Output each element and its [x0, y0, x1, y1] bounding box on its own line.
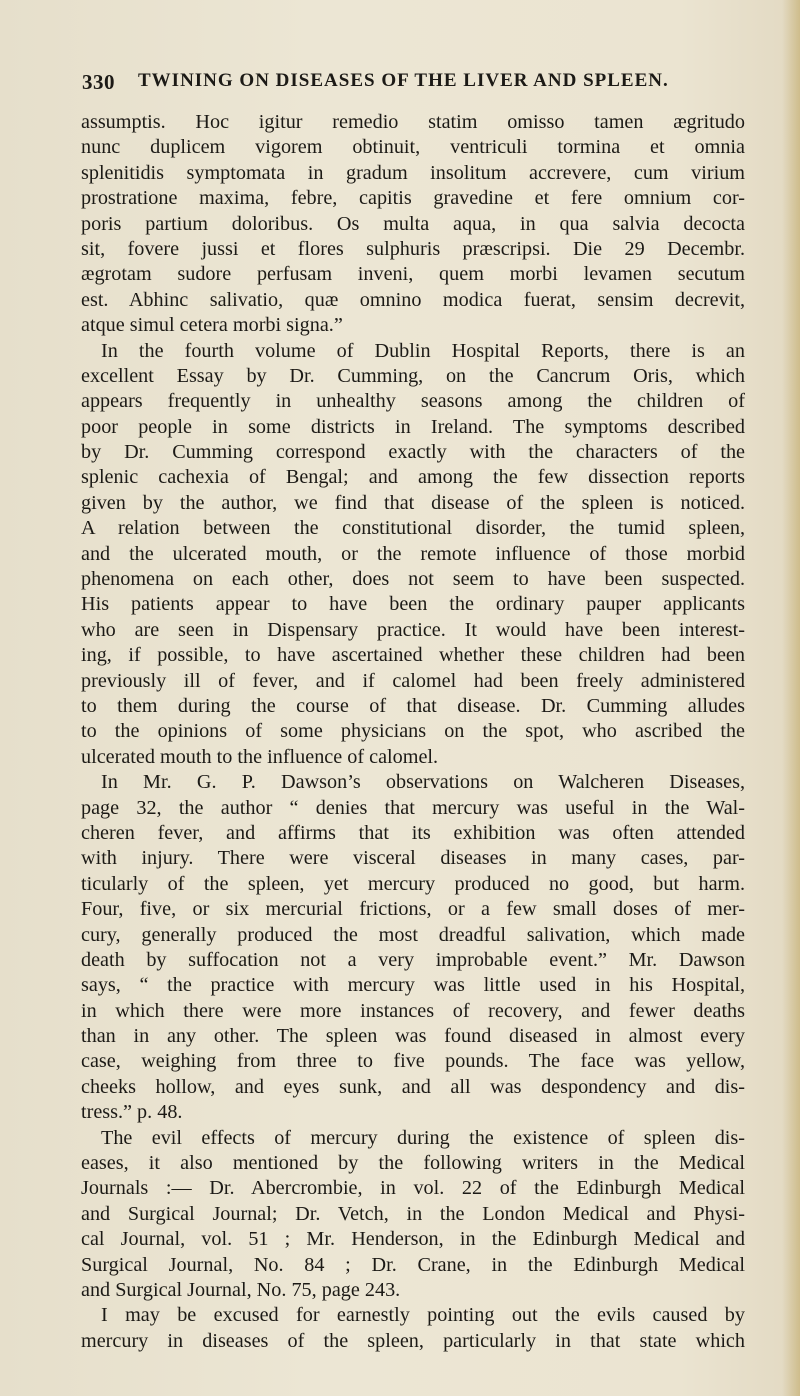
page-number: 330 [82, 70, 115, 94]
text-line: His patients appear to have been the ordinary pauper applicants [81, 593, 745, 616]
text-line: by Dr. Cumming correspond exactly with the characters of the [81, 441, 745, 464]
text-line: case, weighing from three to five pounds. The face was yellow, [81, 1050, 745, 1073]
page-header [82, 70, 742, 110]
page-edge-shadow [782, 0, 800, 1396]
text-line: previously ill of fever, and if calomel had been freely administered [81, 669, 745, 692]
text-line: death by suffocation not a very improbable event.” Mr. Dawson [81, 948, 745, 971]
text-line: assumptis. Hoc igitur remedio statim omisso tamen ægritudo [81, 111, 745, 133]
text-line: The evil effects of mercury during the existence of spleen dis- [101, 1126, 745, 1149]
text-line: who are seen in Dispensary practice. It would have been interest- [81, 618, 745, 641]
text-line: and Surgical Journal; Dr. Vetch, in the London Medical and Physi- [81, 1202, 745, 1225]
text-line: atque simul cetera morbi signa.” [81, 314, 343, 337]
text-line: cury, generally produced the most dreadful salivation, which made [81, 923, 745, 946]
text-line: est. Abhinc salivatio, quæ omnino modica fuerat, sensim decrevit, [81, 288, 745, 311]
text-line: phenomena on each other, does not seem to have been suspected. [81, 568, 745, 591]
text-line: to the opinions of some physicians on the spot, who ascribed the [81, 720, 745, 743]
text-line: with injury. There were visceral diseases in many cases, par- [81, 847, 745, 870]
text-line: page 32, the author “ denies that mercury was useful in the Wal- [81, 796, 745, 819]
text-line: prostratione maxima, febre, capitis gravedine et fere omnium cor- [81, 187, 745, 210]
text-line: In Mr. G. P. Dawson’s observations on Walcheren Diseases, [101, 771, 745, 794]
text-line: appears frequently in unhealthy seasons among the children of [81, 390, 745, 413]
text-line: In the fourth volume of Dublin Hospital Reports, there is an [101, 339, 745, 362]
text-line: mercury in diseases of the spleen, particularly in that state which [81, 1329, 745, 1352]
text-line: ticularly of the spleen, yet mercury produced no good, but harm. [81, 872, 745, 895]
text-line: ægrotam sudore perfusam inveni, quem morbi levamen secutum [81, 263, 745, 286]
text-line: in which there were more instances of recovery, and fewer deaths [81, 999, 745, 1022]
text-line: Four, five, or six mercurial frictions, or a few small doses of mer- [81, 898, 745, 921]
running-head: TWINING ON DISEASES OF THE LIVER AND SPLEEN. [138, 70, 669, 91]
text-line: Journals :— Dr. Abercrombie, in vol. 22 of the Edinburgh Medical [81, 1177, 745, 1200]
text-line: nunc duplicem vigorem obtinuit, ventriculi tormina et omnia [81, 136, 745, 159]
text-line: poor people in some districts in Ireland. The symptoms described [81, 415, 745, 438]
text-line: ulcerated mouth to the influence of calomel. [81, 745, 439, 768]
text-line: eases, it also mentioned by the following writers in the Medical [81, 1152, 745, 1175]
text-line: I may be excused for earnestly pointing out the evils caused by [101, 1304, 745, 1327]
text-line: splenitidis symptomata in gradum insolitum accrevere, cum virium [81, 161, 745, 184]
text-line: to them during the course of that disease. Dr. Cumming alludes [81, 694, 745, 717]
text-line: says, “ the practice with mercury was little used in his Hospital, [81, 974, 745, 997]
text-line: tress.” p. 48. [81, 1101, 183, 1124]
text-line: excellent Essay by Dr. Cumming, on the Cancrum Oris, which [81, 364, 745, 387]
text-line: and Surgical Journal, No. 75, page 243. [81, 1278, 401, 1301]
body-text [81, 110, 745, 1354]
text-line: cheeks hollow, and eyes sunk, and all was despondency and dis- [81, 1075, 745, 1098]
text-line: cheren fever, and affirms that its exhibition was often attended [81, 821, 745, 844]
text-line: and the ulcerated mouth, or the remote influence of those morbid [81, 542, 745, 565]
text-line: A relation between the constitutional disorder, the tumid spleen, [81, 517, 745, 540]
text-line: cal Journal, vol. 51 ; Mr. Henderson, in the Edinburgh Medical and [81, 1228, 745, 1251]
text-line: splenic cachexia of Bengal; and among the few dissection reports [81, 466, 745, 489]
text-line: sit, fovere jussi et flores sulphuris præscripsi. Die 29 Decembr. [81, 237, 745, 260]
text-line: given by the author, we find that disease of the spleen is noticed. [81, 491, 745, 514]
text-line: ing, if possible, to have ascertained whether these children had been [81, 644, 745, 667]
text-line: Surgical Journal, No. 84 ; Dr. Crane, in the Edinburgh Medical [81, 1253, 745, 1276]
text-line: than in any other. The spleen was found diseased in almost every [81, 1025, 745, 1048]
text-line: poris partium doloribus. Os multa aqua, in qua salvia decocta [81, 212, 745, 235]
